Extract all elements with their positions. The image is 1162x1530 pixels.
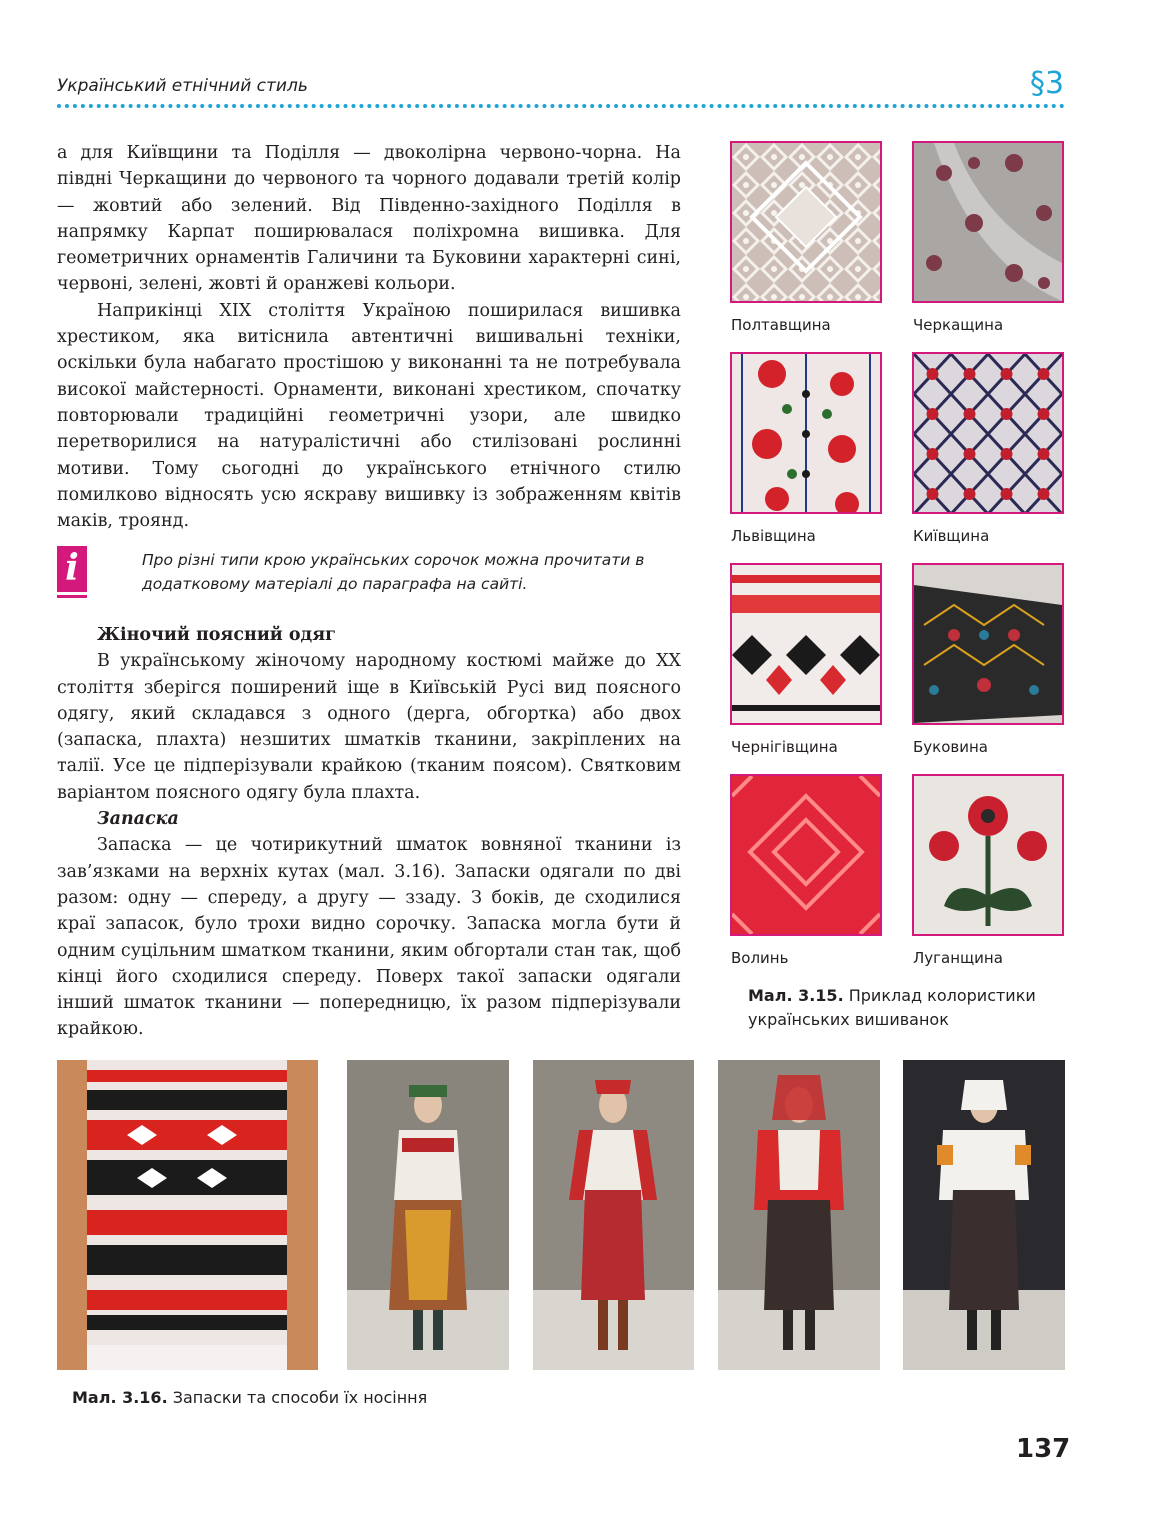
running-header: Український етнічний стиль (57, 76, 308, 96)
photo-zapaska-fabric (57, 1060, 318, 1370)
figure-caption-text: Приклад колористики українських вишиванок (748, 986, 1036, 1029)
paragraph: а для Київщини та Поділля — двоколірна червоно-чорна. На півдні Черкащини до червоного та чорного додавали третій колір — жовтий або зелений. Від Південно-західного Поділля в напрямку Карпат поширювалася поліхромна вишивка. Для геометричних орнаментів Галичини та Буковини характерні сині, червоні, зелені, жовті й оранжеві кольори. (57, 143, 681, 295)
body-text-top (57, 140, 681, 534)
embroidery-image-bukovyna (912, 563, 1064, 725)
section-subheading: Запаска (97, 809, 179, 830)
figure-caption-3-15 (748, 984, 1068, 1032)
embroidery-caption: Волинь (731, 949, 789, 967)
figure-number: Мал. 3.16. (72, 1388, 168, 1407)
embroidery-caption: Чернігівщина (731, 738, 838, 756)
page-number: 137 (1016, 1434, 1071, 1464)
info-icon: i (57, 546, 87, 592)
paragraph: Наприкінці XIX століття Україною поширилася вишивка хрестиком, яка витіснила автентичні вишивальні техніки, оскільки була набагато простішою у виконанні та не потребувала високої майстерності. Орнаменти, виконані хрестиком, спочатку повторювали традиційні геометричні узори, але швидко перетворилися на натуралістичні або стилізовані рослинні мотиви. Тому сьогодні до українського етнічного стилю помилково відносять усю яскраву вишивку із зображенням квітів маків, троянд. (57, 300, 681, 532)
photo-model-1 (347, 1060, 509, 1370)
embroidery-image-lviv (730, 352, 882, 514)
paragraph: Запаска — це чотирикутний шматок вовняної тканини із зав’язками на верхніх кутах (мал. 3.16). Запаски одягали по дві разом: одну — спереду, а другу — ззаду. З боків, де сходилися краї запасок, було трохи видно сорочку. Запаска могла бути й одним суцільним шматком тканини, яким обгортали стан так, щоб кінці його сходилися спереду. Поверх такої запаски одягали інший шматок тканини — попередницю, їх разом підперізували крайкою. (57, 835, 681, 1040)
header-divider (57, 104, 1065, 108)
embroidery-image-kyiv (912, 352, 1064, 514)
embroidery-image-luhansk (912, 774, 1064, 936)
info-note: Про різні типи крою українських сорочок можна прочитати в додатковому матеріалі до параграфа на сайті. (142, 551, 645, 593)
embroidery-image-cherkasy (912, 141, 1064, 303)
photo-model-2 (533, 1060, 694, 1370)
section-heading: Жіночий поясний одяг (97, 625, 336, 645)
figure-number: Мал. 3.15. (748, 986, 844, 1005)
embroidery-caption: Полтавщина (731, 316, 831, 334)
embroidery-caption: Буковина (913, 738, 988, 756)
figure-caption-text: Запаски та способи їх носіння (172, 1388, 428, 1407)
embroidery-caption: Львівщина (731, 527, 816, 545)
photo-model-3 (718, 1060, 880, 1370)
section-number: §3 (1030, 66, 1065, 101)
embroidery-caption: Луганщина (913, 949, 1003, 967)
embroidery-image-volyn (730, 774, 882, 936)
photo-model-4 (903, 1060, 1065, 1370)
embroidery-caption: Київщина (913, 527, 990, 545)
embroidery-image-chernihiv (730, 563, 882, 725)
embroidery-image-poltava (730, 141, 882, 303)
body-text-bottom (57, 622, 681, 1043)
figure-caption-3-16 (72, 1386, 427, 1410)
paragraph: В українському жіночому народному костюмі майже до XX століття зберігся поширений іще в Київській Русі вид поясного одягу, який складався з одного (дерга, обгортка) або двох (запаска, плахта) незшитих шматків тканини, закріплених на талії. Усе це підперізували крайкою (тканим поясом). Святковим варіантом поясного одягу була плахта. (57, 651, 681, 803)
embroidery-caption: Черкащина (913, 316, 1004, 334)
